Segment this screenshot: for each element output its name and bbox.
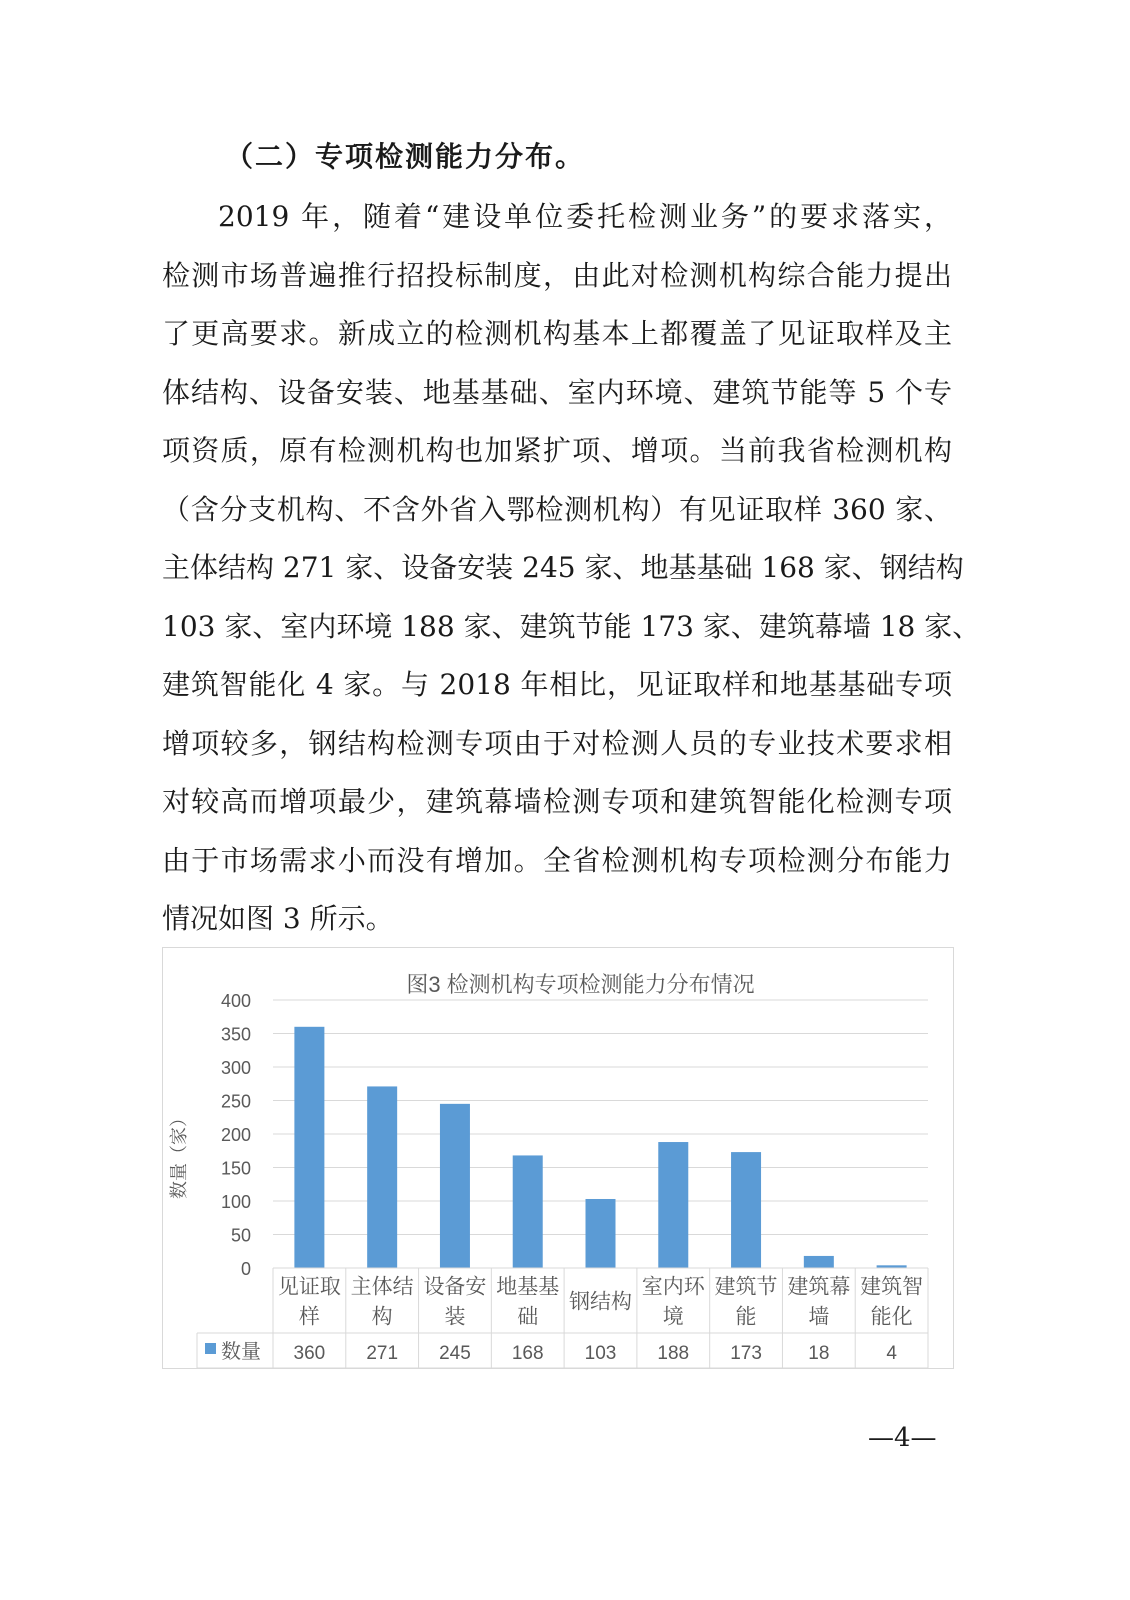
data-label: 360	[293, 1343, 326, 1364]
paragraph-line: 情况如图 3 所示。	[162, 902, 394, 935]
x-category-label: 建筑智	[860, 1274, 924, 1299]
bar	[586, 1199, 616, 1268]
y-tick-label: 350	[220, 1024, 251, 1045]
paragraph-line: 2019 年，随着“建设单位委托检测业务”的要求落实，	[218, 200, 952, 233]
x-category-label: 建筑幕	[787, 1274, 851, 1299]
paragraph-line: 增项较多，钢结构检测专项由于对检测人员的专业技术要求相	[162, 726, 952, 760]
x-category-label: 墙	[808, 1304, 830, 1329]
paragraph-line: 体结构、设备安装、地基基础、室内环境、建筑节能等 5 个专	[162, 375, 952, 409]
data-label: 188	[657, 1343, 690, 1364]
y-axis-label: 数量（家）	[169, 1109, 189, 1199]
x-category-label: 地基基	[496, 1274, 560, 1299]
y-tick-label: 50	[230, 1225, 251, 1246]
y-tick-label: 200	[220, 1125, 251, 1145]
paragraph-line: （含分支机构、不含外省入鄂检测机构）有见证取样 360 家、	[162, 492, 952, 526]
page-number: —4—	[868, 1423, 937, 1453]
x-category-label: 装	[444, 1304, 466, 1329]
x-category-label: 设备安	[423, 1274, 487, 1299]
data-label: 4	[886, 1343, 897, 1364]
paragraph-line: 项资质，原有检测机构也加紧扩项、增项。当前我省检测机构	[162, 434, 952, 467]
bar	[804, 1256, 834, 1268]
x-category-label: 室内环	[641, 1274, 705, 1299]
data-label: 245	[439, 1343, 471, 1364]
chart-title: 图3 检测机构专项检测能力分布情况	[406, 972, 755, 997]
x-category-label: 构	[371, 1304, 393, 1329]
paragraph-line: 对较高而增项最少，建筑幕墙检测专项和建筑智能化检测专项	[162, 785, 952, 818]
x-category-label: 见证取	[277, 1274, 341, 1299]
chart-figure	[162, 947, 954, 1369]
x-category-label: 主体结	[350, 1274, 414, 1299]
bar	[367, 1086, 397, 1268]
x-category-label: 钢结构	[569, 1289, 632, 1314]
body-paragraph	[162, 188, 981, 949]
data-label: 103	[584, 1343, 617, 1364]
bar-chart	[163, 948, 955, 1370]
data-label: 168	[511, 1343, 544, 1364]
y-tick-label: 150	[220, 1158, 251, 1179]
x-category-label: 样	[298, 1304, 320, 1329]
paragraph-line: 103 家、室内环境 188 家、建筑节能 173 家、建筑幕墙 18 家、	[162, 609, 981, 643]
x-category-label: 境	[662, 1304, 684, 1329]
x-category-label: 能化	[870, 1304, 913, 1329]
y-tick-label: 300	[220, 1058, 251, 1078]
bar	[658, 1142, 688, 1268]
y-tick-label: 250	[220, 1091, 251, 1112]
y-tick-label: 0	[240, 1259, 251, 1279]
paragraph-line: 建筑智能化 4 家。与 2018 年相比，见证取样和地基基础专项	[162, 668, 952, 701]
paragraph-line: 由于市场需求小而没有增加。全省检测机构专项检测分布能力	[162, 843, 952, 877]
bar	[731, 1152, 761, 1268]
data-label: 271	[366, 1343, 399, 1364]
x-category-label: 能	[735, 1304, 757, 1329]
data-label: 18	[808, 1343, 830, 1364]
y-tick-label: 100	[220, 1192, 251, 1212]
paragraph-line: 检测市场普遍推行招投标制度，由此对检测机构综合能力提出	[162, 258, 952, 292]
paragraph-line: 了更高要求。新成立的检测机构基本上都覆盖了见证取样及主	[162, 317, 952, 350]
legend-key	[205, 1343, 216, 1354]
legend-label: 数量	[221, 1341, 261, 1363]
bar	[513, 1155, 543, 1268]
x-category-label: 建筑节	[714, 1274, 778, 1299]
data-label: 173	[730, 1343, 762, 1364]
y-tick-label: 400	[220, 991, 251, 1011]
x-category-label: 础	[517, 1304, 539, 1329]
paragraph-line: 主体结构 271 家、设备安装 245 家、地基基础 168 家、钢结构	[162, 551, 964, 584]
bar	[440, 1104, 470, 1268]
section-heading: （二）专项检测能力分布。	[225, 140, 586, 173]
bar	[294, 1027, 324, 1268]
